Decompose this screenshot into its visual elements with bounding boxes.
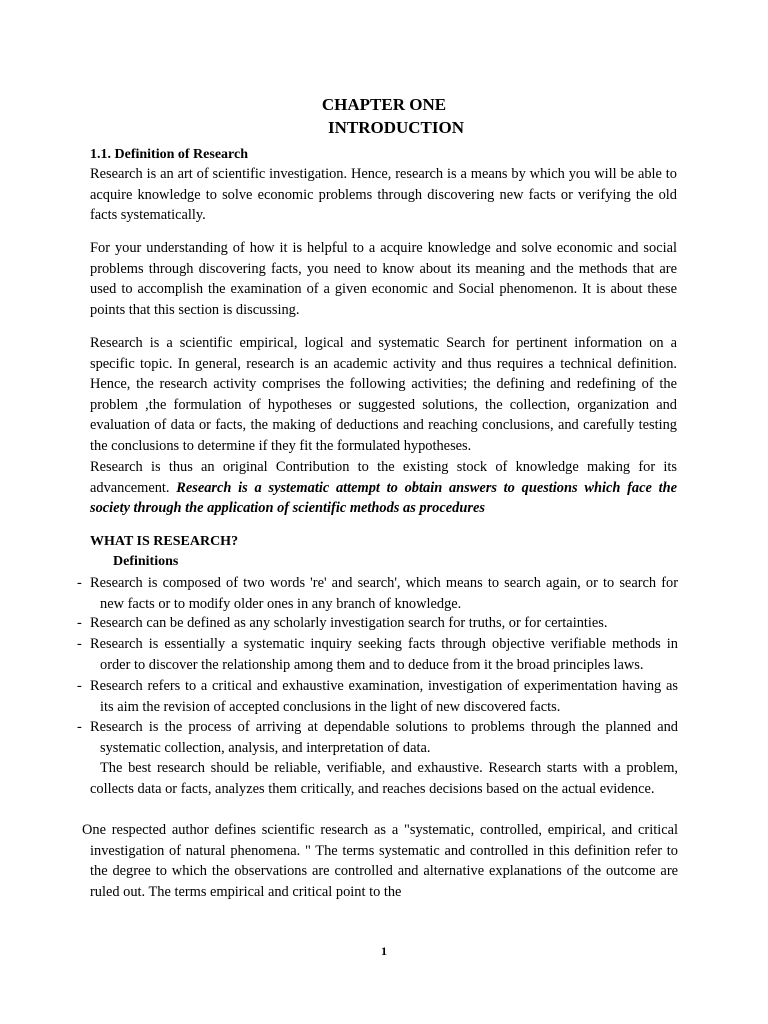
definition-item-2: [77, 613, 678, 634]
respected-author-paragraph: One respected author defines scientific research as a "systematic, controlled, empirical, and critical investigation of natural phenomena. " The terms systematic and controlled in this definition refer to the degree to which the observations are controlled and alternative explanations of the outcome are ruled out. The terms empirical and critical point to the: [82, 822, 678, 900]
best-research-paragraph: The best research should be reliable, verifiable, and exhaustive. Research starts with a problem, collects data or facts, analyzes them critically, and reaches decisions based on the actual evidence.: [90, 760, 678, 797]
what-is-research-heading: WHAT IS RESEARCH?: [90, 534, 239, 549]
definition-item-1: [77, 573, 678, 614]
definition-text: Research is composed of two words 're' and search', which means to search again, or to search for new facts or to modify older ones in any branch of knowledge.: [90, 575, 678, 612]
chapter-title: INTRODUCTION: [327, 118, 465, 137]
bullet-dash: -: [77, 719, 82, 735]
bullet-dash: -: [77, 615, 82, 631]
definition-text: Research is the process of arriving at dependable solutions to problems through the planned and systematic collection, analysis, and interpretation of data.: [90, 719, 678, 756]
contribution-text: Research is thus an original Contribution to the existing stock of knowledge making for its advancement.: [90, 459, 677, 496]
page-number: 1: [381, 944, 387, 958]
section-heading: 1.1. Definition of Research: [90, 147, 248, 162]
definition-text: Research can be defined as any scholarly investigation search for truths, or for certainties.: [90, 615, 608, 631]
definition-text: Research is essentially a systematic inquiry seeking facts through objective verifiable methods in order to discover the relationship among them and to deduce from it the broad principles laws.: [90, 636, 678, 673]
chapter-number: CHAPTER ONE: [321, 95, 447, 114]
definition-item-3: [77, 634, 678, 675]
bullet-dash: -: [77, 636, 82, 652]
paragraph-3: Research is a scientific empirical, logical and systematic Search for pertinent information on a specific topic. In general, research is an academic activity and thus requires a technical definition. Hence, the research activity comprises the following activities; the defining and redefining of the problem ,the formulation of hypotheses or suggested solutions, the collection, organization and evaluation of data or facts, the making of deductions and reaching conclusions, and carefully testing the conclusions to determine if they fit the formulated hypotheses.: [90, 335, 677, 454]
paragraph-1: Research is an art of scientific investigation. Hence, research is a means by which you will be able to acquire knowledge to solve economic problems through discovering new facts or verifying the old facts systematically.: [90, 166, 677, 224]
paragraph-2: For your understanding of how it is helpful to a acquire knowledge and solve economic and social problems through discovering facts, you need to know about its meaning and the methods that are used to accomplish the examination of a given economic and Social phenomenon. It is about these points that this section is discussing.: [90, 240, 677, 318]
definitions-heading: Definitions: [113, 554, 179, 569]
definition-item-4: [77, 676, 678, 717]
definition-text: Research refers to a critical and exhaustive examination, investigation of experimentation having as its aim the revision of accepted conclusions in the light of new discovered facts.: [90, 678, 678, 715]
bullet-dash: -: [77, 575, 82, 591]
definition-item-5: [77, 717, 678, 758]
contribution-paragraph: [90, 457, 677, 519]
contribution-emphasis: Research is a systematic attempt to obtain answers to questions which face the society through the application of scientific methods as procedures: [90, 479, 677, 517]
bullet-dash: -: [77, 678, 82, 694]
